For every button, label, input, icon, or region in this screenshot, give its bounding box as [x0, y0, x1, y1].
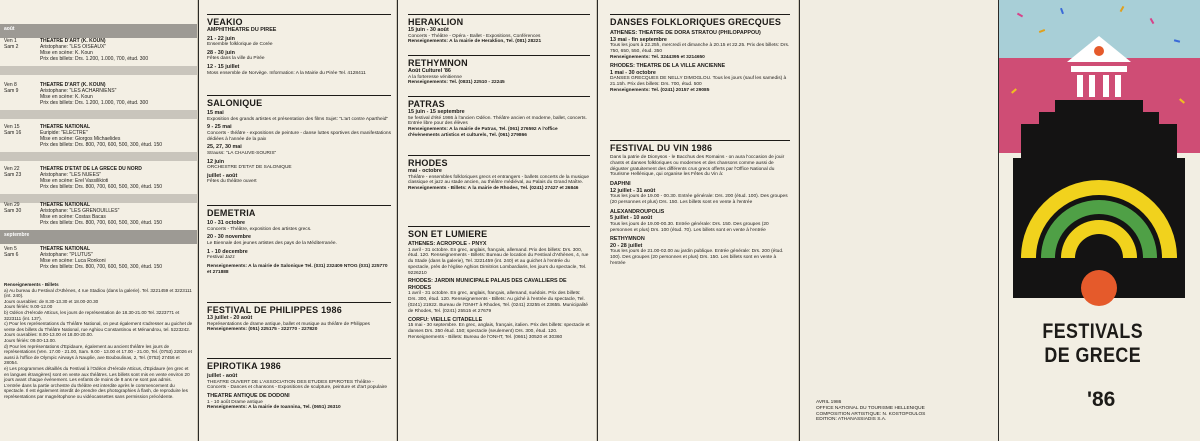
entry-line: Prix des billets: Drs. 800, 700, 600, 500, 300, étud. 150: [40, 264, 163, 270]
info-line: Jours ouvrables: de 8.30-13.30 et 18.00-20.30: [4, 298, 99, 304]
event-place: DAPHNI: [610, 181, 631, 188]
entry-line: Mise en scène: Giorgos Michaelides: [40, 136, 121, 142]
event-info: Renseignements: Tel. 3244395 et 3214650: [610, 54, 705, 60]
event-text: Strauss: "LA CHAUVE-SOURIS": [207, 150, 277, 156]
section-subheading: AMPHITHEATRE DU PIREE: [207, 27, 277, 33]
cover-year: '86: [1087, 388, 1116, 411]
event-item: [610, 181, 790, 206]
entry-title: THEATRE NATIONAL: [40, 202, 91, 208]
entry-date: Sam 9: [4, 88, 19, 94]
colophon-line: EDITION: ATHANASSIADIS S.A.: [816, 417, 887, 423]
pediment-sun: [1094, 46, 1104, 56]
confetti-mark: [1174, 39, 1180, 42]
section-heading: PATRAS: [408, 96, 590, 109]
event-text: Tous les jours à 22.25h, mercredi et dimanche à 20.15 et 22.25. Prix des billets: Drs. 750, 650, 550, étud. 350: [610, 43, 790, 54]
event-list: [610, 30, 790, 94]
month-band-september: [0, 230, 198, 244]
info-line: b) Odéon d'Hérode Atticus, les jours de représentation de 18.30-21.00 Tel. 3223771 et 3223111 (int. 137).: [4, 309, 180, 321]
info-line: e) Les programmes détaillés du Festival à l'Odéon d'Hérode Atticus, d'Epidaure (en grec et en langues étrangères) sont en vente aux théâtres. Les billets sont mis en vente environ 20 jours avant chaque événement. Les enfants de moins de 8 ans ne sont pas admis.: [4, 365, 190, 383]
event-item: [207, 124, 391, 142]
event-date: CORFU: VIEILLE CITADELLE: [408, 316, 483, 323]
info-line: L'entrée dans la partie orchestre du théâtre est interdite après le commencement du spectacle. Il est également interdit de prendre des photographies à flash, de reproduire les représentations par magnétophone ou vidéocassettes sans permission précédente.: [4, 382, 188, 399]
month-label: août: [4, 26, 15, 32]
colophon-line: COMPOSITION ARTISTIQUE: N. KOSTOPOULOS: [816, 411, 926, 417]
entry-line: Mise en scène: Erel Vassilikioti: [40, 178, 109, 184]
section-info: Renseignements: (051) 225175 - 222770 - 227820: [207, 327, 318, 333]
event-date: juillet - août: [207, 172, 238, 179]
section-heraklion: [408, 14, 590, 45]
event-date: 28 - 30 juin: [207, 49, 235, 56]
event-date: 21 - 22 juin: [207, 35, 235, 42]
event-place: ATHENES: THEATRE DE DORA STRATOU (PHILOPAPPOU): [610, 30, 761, 36]
entry-date: Sam 6: [4, 252, 19, 258]
entry-date: Sam 16: [4, 130, 22, 136]
panel-back: [800, 0, 998, 441]
event-item: [610, 236, 790, 266]
confetti-mark: [1011, 88, 1017, 93]
entry-line: Mise en scène: K. Koun: [40, 94, 93, 100]
section-heading: HERAKLION: [408, 14, 590, 27]
info-line: Jours fériés: 9.00-12.00: [4, 304, 53, 310]
event-item: [207, 173, 391, 185]
event-text: 1 avril - 31 octobre. En grec, anglais, français, allemand. Prix des billets: Drs. 300, étud. 120. Renseignements - Billets: Bureau de location du Festival d'Athènes, 4, rue du Stade (dans la galerie), Tel. 3221459 (int. 240) et au guichet à l'entrée du spectacle, près de l'église Aghios Dimitrios Lombardiaris, les jours du spectacle, Tel. 9226210: [408, 247, 589, 276]
event-date: 1 - 10 decembre: [207, 248, 248, 255]
event-text: Moss ensemble de Norvège. Information: A la Mairie du Pirée Tel. 4128411: [207, 70, 366, 76]
section-heading: RHODES: [408, 155, 590, 168]
section-rethymnon: [408, 55, 590, 86]
entry-title: THEATRE NATIONAL: [40, 246, 91, 252]
event-date: 20 - 30 novembre: [207, 234, 252, 241]
event-item: [207, 249, 391, 261]
entry-dates: [4, 166, 38, 178]
event-list: [207, 220, 391, 261]
event-place: RETHYMNON: [610, 236, 645, 243]
entry-line: Prix des billets: Drs. 1.200, 1.000, 700, étud. 300: [40, 56, 149, 62]
event-date: 25, 27, 30 mai: [207, 144, 242, 151]
section-intro: Dans la patrie de Dionysos - le Bacchus des Romains - on aura l'occasion de jouir chants et danses folkloriques ou modernes et des chansons comme aussi de déguster gratuitement des différents crus grecs offerts par l'Office National du Tourisme Hellénique, qui organise les Fêtes du Vin à:: [610, 155, 785, 178]
title-line-1: FESTIVALS: [1042, 320, 1144, 343]
temple-column: [1103, 75, 1109, 97]
entry-body: [40, 124, 194, 148]
section-info: Renseignements: A la mairie de Salonique Tel. (031) 232409 NTOG (031) 225770 et 271888: [207, 263, 388, 275]
entry-date: Sam 2: [4, 44, 19, 50]
step: [1055, 100, 1143, 112]
event-date: juillet - août: [207, 373, 238, 379]
event-text: Ensemble folklorique de Corée: [207, 42, 273, 47]
separator: [0, 110, 198, 119]
entry-line: Euripide: "ELECTRE": [40, 130, 88, 136]
section-heading: DANSES FOLKLORIQUES GRECQUES: [610, 14, 790, 27]
info-line: Jours ouvrables: 8.00-13.00 et 18.00-20.00.: [4, 332, 94, 338]
event-item: [610, 30, 790, 60]
cover-title: [1029, 320, 1157, 368]
panel-dances-wine: [598, 0, 799, 441]
section-info: Renseignements: Tel. (0831) 22510 - 22245: [408, 80, 505, 86]
entry-line: Mise en scène: Luca Ronkoni: [40, 258, 106, 264]
entry-date: Ven 15: [4, 124, 20, 130]
entry-line: Aristophane: "LES GRENOUILLES": [40, 208, 120, 214]
entry-line: Prix des billets: Drs. 800, 700, 600, 500, 300, étud. 150: [40, 184, 163, 190]
event-date: 9 - 25 mai: [207, 124, 232, 131]
event-text: 5e festival d'été 1986 à l'ancien Odéon. Théâtre ancien et moderne, ballet, concerts. Entrée libre pour des élèves: [408, 115, 587, 127]
section-salonique: [207, 95, 391, 185]
entry-date: Ven 8: [4, 82, 17, 88]
separator: [0, 152, 198, 161]
event-item: [610, 63, 790, 93]
colophon-line: OFFICE NATIONAL DU TOURISME HELLENIQUE: [816, 405, 925, 411]
month-band-august: [0, 24, 198, 38]
entry-line: Aristophane: "LES NUEES": [40, 172, 102, 178]
step: [1039, 112, 1159, 124]
section-heading: FESTIVAL DU VIN 1986: [610, 140, 790, 153]
event-list: [207, 36, 391, 77]
event-item: [408, 278, 590, 314]
entry-body: [40, 166, 194, 190]
step: [1021, 124, 1177, 158]
event-date: 15 mai: [207, 110, 224, 116]
event-date: 12 - 15 juillet: [207, 64, 240, 71]
confetti-mark: [1150, 18, 1155, 24]
entry-line: Mise en scène: Costas Bacas: [40, 214, 106, 220]
temple-icon: [1067, 36, 1131, 97]
event-item: [207, 234, 391, 246]
event-item: [207, 220, 391, 232]
event-text: A la forteresse vénitienne: [408, 74, 462, 80]
event-date: 13 juillet - 20 août: [207, 315, 253, 321]
event-item: [207, 373, 391, 391]
section-patras: [408, 96, 590, 139]
section-philippes: [207, 302, 391, 333]
entry-line: Prix des billets: Drs. 800, 700, 600, 500, 300, étud. 150: [40, 220, 163, 226]
panel-festivals-2: [398, 0, 597, 441]
entry-title: THEATRE NATIONAL: [40, 124, 91, 130]
event-list: [207, 110, 391, 185]
event-text: ORCHESTRE D'ETAT DE SALONIQUE: [207, 165, 292, 171]
event-text: Tous les jours de 19.00-00.30. Entrée générale: Drs. 150. Des groupes (20 personnes et plus) Drs. 100 (étud. 70). Les billets sont en vente à l'entrée: [610, 221, 769, 233]
event-text: Concerts - Théâtre, exposition des artistes grecs.: [207, 226, 312, 232]
entry-date: Sam 30: [4, 208, 22, 214]
event-date: THEATRE ANTIQUE DE DODONI: [207, 393, 290, 400]
event-date: 15 juin - 30 août: [408, 27, 449, 33]
event-list: [408, 241, 590, 341]
event-item: [610, 209, 790, 234]
colophon-line: AVRIL 1986: [816, 400, 842, 405]
entry-date: Ven 29: [4, 202, 20, 208]
entry-line: Aristophane: "LES ACHARNIENS": [40, 88, 117, 94]
cover-panel: [999, 0, 1200, 441]
info-lines: [4, 288, 194, 400]
entry-line: Aristophane: "LES OISEAUX": [40, 44, 107, 50]
event-text: Fêtes du théâtre ouvert: [207, 179, 257, 185]
section-info: Renseignements: A la mairie de Heraklion, Tel. (081) 28221: [408, 39, 542, 45]
event-item: [207, 159, 391, 171]
event-text: Tous les jours de 19.00 - 00.30. Entrée générale: Drs. 200 (étud. 100). Des groupes (20 personnes et plus) Drs. 150. Les billets sont en vente à l'entrée: [610, 194, 788, 205]
section-heading: EPIROTIKA 1986: [207, 358, 391, 371]
temple-column: [1115, 75, 1121, 97]
entry-line: Prix des billets: Drs. 800, 700, 600, 500, 300, étud. 150: [40, 142, 163, 148]
temple-column: [1077, 75, 1083, 97]
event-date: 20 - 28 juillet: [610, 242, 643, 249]
month-label: septembre: [4, 232, 30, 238]
entry-line: Mise en scène: K. Koun: [40, 50, 93, 56]
confetti-mark: [1039, 29, 1045, 33]
separator: [0, 66, 198, 75]
section-heading: SALONIQUE: [207, 95, 391, 108]
entry-date: Ven 1: [4, 38, 17, 44]
entry-dates: [4, 246, 38, 258]
event-text: Le Biennale des jeunes artistes des pays de la Méditerranée.: [207, 240, 337, 246]
entry-dates: [4, 82, 38, 94]
entry-dates: [4, 202, 38, 214]
event-text: 15 mai - 30 septembre. En grec, anglais, français, italien. Prix des billets: spectacle et danses Drs. 350 étud. 150; spectacle (seulement) Drs. 300, étud. 120. Renseignements - Billets: Bureau de l'ONHT, Tel. (0661) 30520 et 30360: [408, 323, 590, 340]
event-text: THEATRE OUVERT DE L'ASSOCIATION DES ETUDES EPIROTES Théâtre - Concerts - Dances et chansons - Expositions de sculpture, peinture et d'art populaire: [207, 379, 388, 391]
event-item: [207, 110, 391, 122]
entry-body: [40, 38, 194, 62]
event-date: 10 - 31 octobre: [207, 220, 246, 226]
entry-title: THEATRE D'ART (K. KOUN): [40, 82, 106, 88]
event-text: Représentations de drame antique, ballet et musique au théâtre de Philippes: [207, 321, 370, 327]
section-heading: VEAKIO: [207, 14, 391, 27]
event-item: [207, 36, 391, 48]
section-demetria: [207, 205, 391, 275]
event-text: Festival Jazz: [207, 255, 235, 261]
section-heading: SON ET LUMIERE: [408, 226, 590, 239]
section-epirotika: [207, 358, 391, 411]
event-list: [207, 373, 391, 405]
section-info: Renseignements: A la mairie de Patras, Tel. (061) 276592 A l'office d'évènements artistics et culturels, Tel. (061) 279866: [408, 127, 558, 138]
event-date: 5 juillet - 10 août: [610, 215, 653, 222]
entry-dates: [4, 38, 38, 50]
event-date: Août Culturel '86: [408, 68, 451, 74]
section-info: Renseignements: A la mairie de Ioannina, Tel. (0651) 26310: [207, 405, 341, 411]
event-date: ATHENES: ACROPOLE - PNYX: [408, 241, 487, 247]
event-text: 1 - 10 août Drame antique: [207, 399, 263, 405]
temple-column: [1089, 75, 1095, 97]
section-heading: RETHYMNON: [408, 55, 590, 68]
entry-title: THEATRE D'ETAT DE LA GRECE DU NORD: [40, 166, 142, 172]
entry-date: Ven 22: [4, 166, 20, 172]
entry-line: Aristophane: "PLUTUS": [40, 252, 93, 258]
event-item: [207, 393, 391, 405]
event-item: [207, 50, 391, 62]
entry-date: Ven 5: [4, 246, 17, 252]
event-date: RHODES: JARDIN MUNICIPALE PALAIS DES CAVALLIERS DE RHODES: [408, 278, 567, 291]
orange-sun: [1081, 270, 1117, 306]
event-text: Fêtes dans la ville du Pirée: [207, 56, 265, 62]
info-line: d) Pour les représentations d'Epidaure, également au ancient théâtre les jours de représentations (Ven. 17.00 - 21.00, Sam. 9.00 - 13.00 et 17.00 - 21.00, Tel. (0753) 22026 et aussi à l'office de Olympic Airways à Nauplie, ave Bouboulinas, 2, Tel. (0752) 27456 et 28054.: [4, 343, 192, 366]
tickets-info: [4, 282, 194, 399]
entry-date: Sam 23: [4, 172, 22, 178]
info-title: Renseignements - Billets: [4, 282, 59, 287]
event-text: Tous les jours de 21.00-02.00 au jardin publique. Entrée générale: Drs. 200 (étud. 100). Des groupes (20 personnes et plus) Drs. 150. Les billets sont en vente à l'entrée: [610, 249, 784, 266]
event-place: RHODES: THEATRE DE LA VILLE ANCIENNE: [610, 63, 726, 70]
entry-dates: [4, 124, 38, 136]
entry-body: [40, 246, 194, 270]
info-line: c) Pour les représentations du Théâtre National, on peut également s'adresser au guichet de vente des billets du Théâtre National, rue Aghiou Constantinou et Ménandrou, tel. 5223242.: [4, 321, 193, 332]
event-info: Renseignements: Tel. (0241) 20157 et 29085: [610, 87, 710, 93]
info-line: a) Au bureau du Festival d'Athènes, 4 rue Stadiou (dans la galerie). Tel. 3221459 et 3223111 (int. 240).: [4, 287, 192, 299]
event-date: 12 juillet - 31 août: [610, 187, 656, 194]
event-item: [408, 317, 590, 341]
event-text: Exposition des grands artistes et présentation des films Sujet: "L'art contre Apartheid": [207, 116, 389, 122]
event-text: DANSES GRECQUES DE NELLY DIMOGLOU. Tous les jours (sauf les samedis) à 21.15h. Prix des billets: Drs. 700, étud. 500: [610, 76, 787, 88]
event-place: ALEXANDROUPOLIS: [610, 208, 665, 215]
info-line: Jours fériés: 09.00-13.00.: [4, 337, 57, 343]
event-text: Concerts - théâtre - expositions de peinture - danse luttes sportives des manifestations dédiées à l'année de la paix: [207, 130, 391, 142]
event-item: [408, 241, 590, 276]
section-heading: DEMETRIA: [207, 205, 391, 218]
entry-body: [40, 202, 194, 226]
event-date: 12 juin: [207, 158, 225, 165]
section-rhodes: [408, 155, 590, 192]
event-date: 15 juin - 15 septembre: [408, 109, 465, 115]
cover-artwork: [999, 0, 1200, 441]
section-danses: [610, 14, 790, 94]
event-date: 1 mai - 30 octobre: [610, 69, 656, 76]
event-text: Théâtre - ensembles folkloriques grecs et entrangers - ballets concerts de la musique classique et jazz au stade ancien, au théâtre médiéval, au Palais du Grand Maître.: [408, 174, 590, 186]
entry-line: Prix des billets: Drs. 1.200, 1.000, 700, étud. 300: [40, 100, 149, 106]
event-date: mai - octobre: [408, 168, 442, 174]
event-item: [207, 144, 391, 156]
entry-body: [40, 82, 194, 106]
confetti-mark: [1017, 13, 1023, 18]
panel-theatre-schedule: [0, 0, 198, 441]
title-line-2: DE GRECE: [1044, 344, 1142, 367]
section-son-et-lumiere: [408, 226, 590, 341]
confetti-mark: [1120, 6, 1125, 12]
section-veakio: [207, 14, 391, 76]
temple-architrave: [1071, 66, 1127, 72]
event-list: [610, 181, 790, 267]
colophon: [816, 400, 986, 423]
entry-title: THEATRE D'ART (K. KOUN): [40, 38, 106, 44]
event-date: 13 mai - fin septembre: [610, 36, 667, 43]
event-text: Concerts - Théâtre - Opéra - Ballet - Expositions, Conférences: [408, 33, 541, 39]
confetti-mark: [1060, 8, 1064, 14]
black-steps: [1013, 100, 1185, 298]
event-text: 1 avril - 31 octobre. En grec, anglais, français, allemand, suédois. Prix des billets: Drs. 300, étud. 120. Renseignements - Billets: Au giché à l'entrée du spectacle, Tel. (0241) 21922. Bureau de l'ONHT à Rhodes, Tel. (0241) 23255 et 23655. Municipalité de Rhodes, Tel. (0241) 25515 et 27679: [408, 291, 588, 314]
section-festival-du-vin: [610, 140, 790, 267]
event-item: [207, 64, 391, 76]
section-heading: FESTIVAL DE PHILIPPES 1986: [207, 302, 391, 315]
section-info: Renseignements - Billets: A la mairie de Rhodes, Tel. (0241) 27427 et 26846: [408, 186, 579, 192]
confetti-mark: [1179, 98, 1185, 103]
panel-festivals-1: [199, 0, 397, 441]
